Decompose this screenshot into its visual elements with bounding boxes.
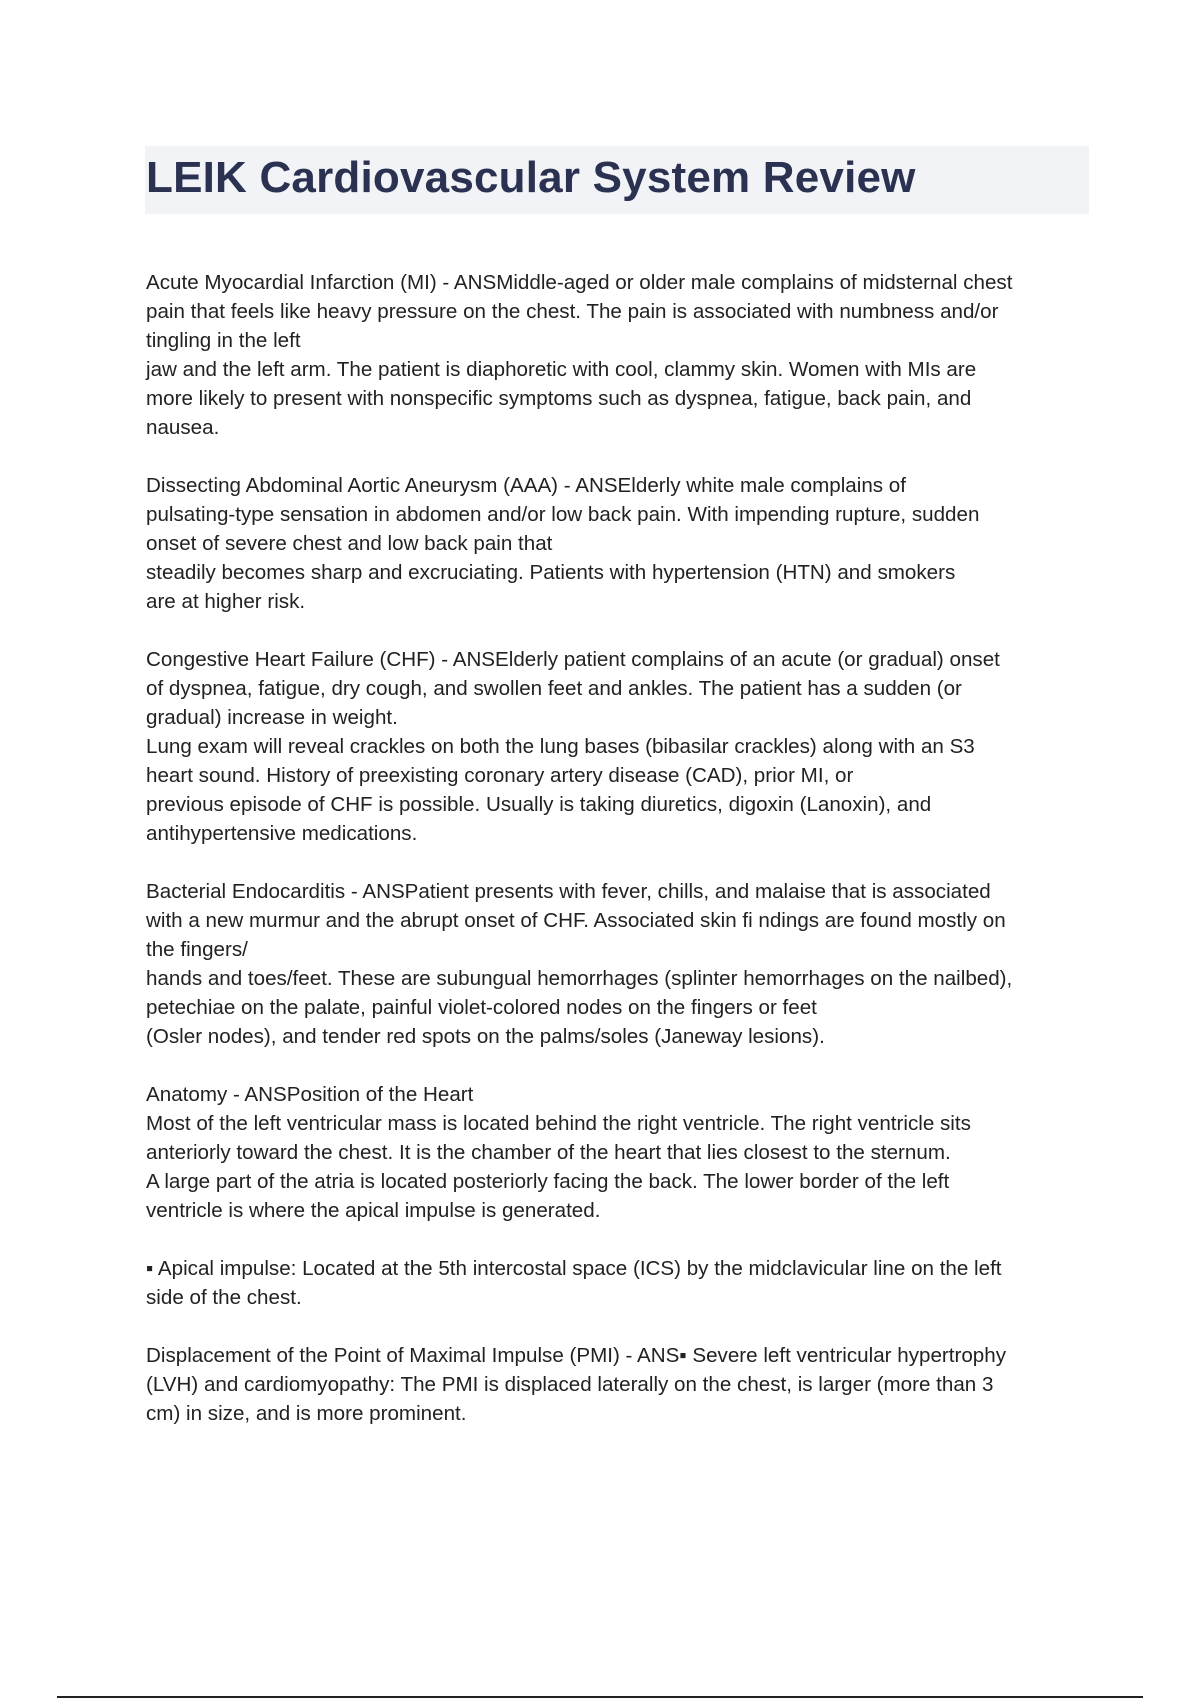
section-aaa xyxy=(146,471,1086,616)
section-anatomy xyxy=(146,1080,1086,1225)
text-line: pulsating-type sensation in abdomen and/or low back pain. With impending rupture, sudden xyxy=(146,503,980,526)
text-line: Displacement of the Point of Maximal Impulse (PMI) - ANS▪ Severe left ventricular hypertrophy xyxy=(146,1344,1006,1367)
text-line: anteriorly toward the chest. It is the chamber of the heart that lies closest to the sternum. xyxy=(146,1141,951,1164)
footer-divider xyxy=(57,1696,1143,1698)
text-line: of dyspnea, fatigue, dry cough, and swollen feet and ankles. The patient has a sudden (or xyxy=(146,677,962,700)
text-line: gradual) increase in weight. xyxy=(146,706,398,729)
section-bacterial-endocarditis xyxy=(146,877,1086,1051)
section-chf xyxy=(146,645,1086,848)
text-line: cm) in size, and is more prominent. xyxy=(146,1402,467,1425)
document-body xyxy=(146,268,1086,1428)
text-line: Congestive Heart Failure (CHF) - ANSElderly patient complains of an acute (or gradual) onset xyxy=(146,648,1000,671)
text-line: pain that feels like heavy pressure on the chest. The pain is associated with numbness and/or xyxy=(146,300,999,323)
document-title: LEIK Cardiovascular System Review xyxy=(146,153,916,202)
text-line: Lung exam will reveal crackles on both the lung bases (bibasilar crackles) along with an S3 xyxy=(146,735,975,758)
text-line: the fingers/ xyxy=(146,938,248,961)
text-line: (LVH) and cardiomyopathy: The PMI is displaced laterally on the chest, is larger (more than 3 xyxy=(146,1373,994,1396)
text-line: petechiae on the palate, painful violet-colored nodes on the fingers or feet xyxy=(146,996,817,1019)
text-line: heart sound. History of preexisting coronary artery disease (CAD), prior MI, or xyxy=(146,764,854,787)
text-line: A large part of the atria is located posteriorly facing the back. The lower border of the left xyxy=(146,1170,950,1193)
text-line: side of the chest. xyxy=(146,1286,302,1309)
text-line: ▪ Apical impulse: Located at the 5th intercostal space (ICS) by the midclavicular line on the left xyxy=(146,1257,1002,1280)
section-apical-impulse xyxy=(146,1254,1086,1312)
text-line: are at higher risk. xyxy=(146,590,306,613)
text-line: antihypertensive medications. xyxy=(146,822,418,845)
text-line: Dissecting Abdominal Aortic Aneurysm (AAA) - ANSElderly white male complains of xyxy=(146,474,906,497)
text-line: (Osler nodes), and tender red spots on the palms/soles (Janeway lesions). xyxy=(146,1025,825,1048)
text-line: Acute Myocardial Infarction (MI) - ANSMiddle-aged or older male complains of midsternal chest xyxy=(146,271,1013,294)
text-line: more likely to present with nonspecific symptoms such as dyspnea, fatigue, back pain, and xyxy=(146,387,972,410)
text-line: steadily becomes sharp and excruciating. Patients with hypertension (HTN) and smokers xyxy=(146,561,956,584)
text-line: nausea. xyxy=(146,416,220,439)
text-line: Most of the left ventricular mass is located behind the right ventricle. The right ventricle sits xyxy=(146,1112,971,1135)
text-line: jaw and the left arm. The patient is diaphoretic with cool, clammy skin. Women with MIs are xyxy=(146,358,977,381)
section-pmi-displacement xyxy=(146,1341,1086,1428)
text-line: previous episode of CHF is possible. Usually is taking diuretics, digoxin (Lanoxin), and xyxy=(146,793,932,816)
text-line: hands and toes/feet. These are subungual hemorrhages (splinter hemorrhages on the nailbed), xyxy=(146,967,1013,990)
text-line: with a new murmur and the abrupt onset of CHF. Associated skin fi ndings are found mostly on xyxy=(146,909,1006,932)
text-line: Bacterial Endocarditis - ANSPatient presents with fever, chills, and malaise that is associated xyxy=(146,880,991,903)
text-line: tingling in the left xyxy=(146,329,301,352)
text-line: Anatomy - ANSPosition of the Heart xyxy=(146,1083,474,1106)
text-line: ventricle is where the apical impulse is generated. xyxy=(146,1199,601,1222)
section-acute-mi xyxy=(146,268,1086,442)
text-line: onset of severe chest and low back pain that xyxy=(146,532,553,555)
